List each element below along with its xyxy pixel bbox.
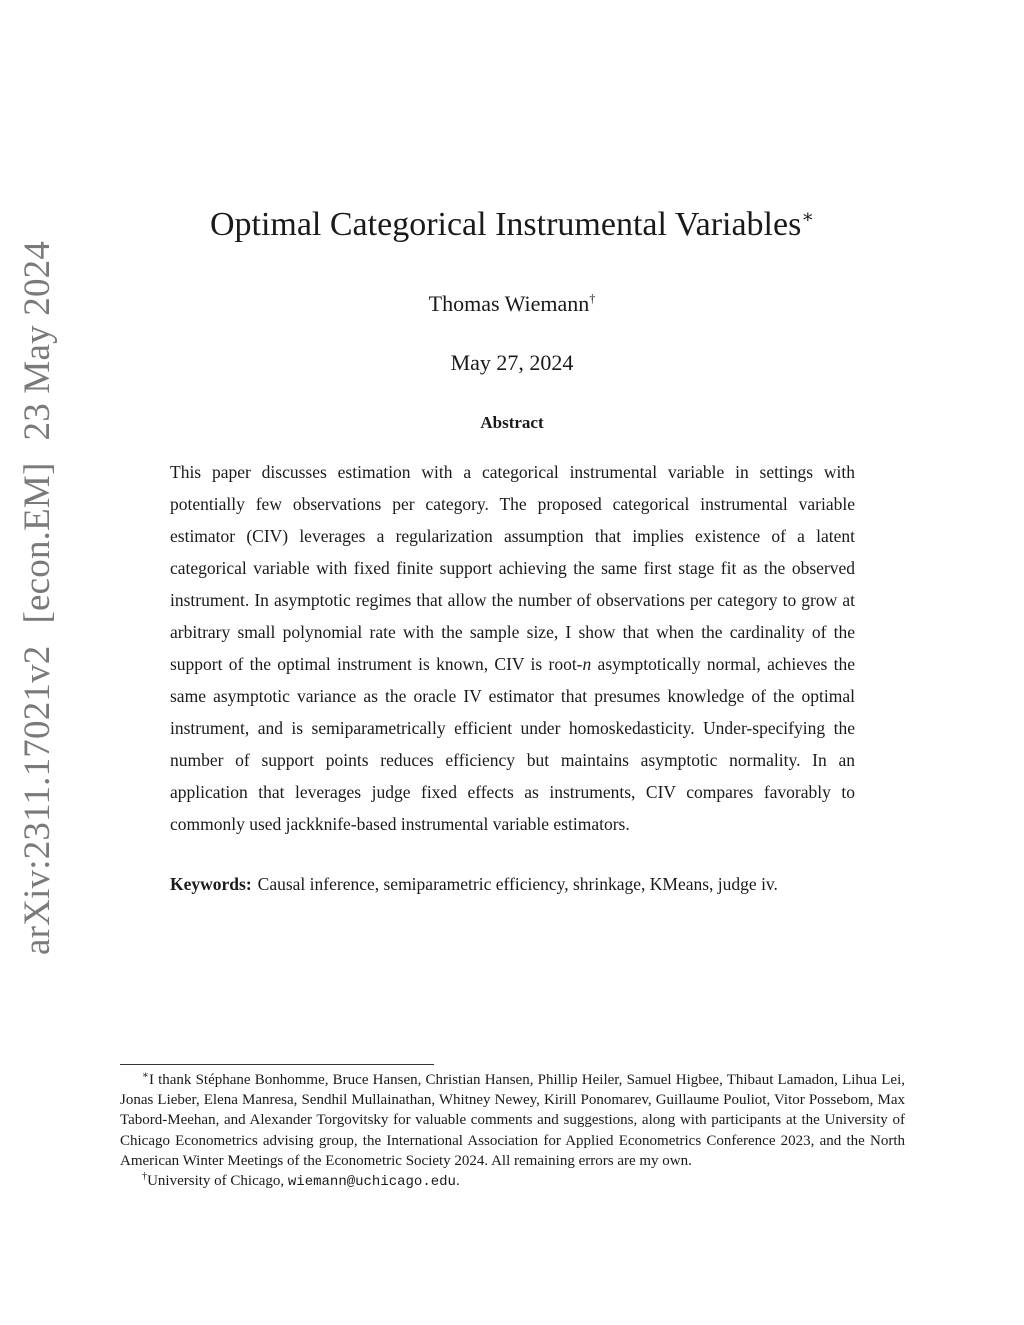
- footnote-affiliation: [120, 1171, 905, 1192]
- keywords-label: Keywords:: [170, 874, 252, 894]
- title-footnote-mark: ∗: [801, 206, 815, 228]
- footnote-affiliation-text: University of Chicago,: [147, 1173, 288, 1190]
- arxiv-id: arXiv:2311.17021v2: [17, 645, 58, 955]
- abstract-italic-n: n: [582, 654, 592, 674]
- arxiv-category: [econ.EM]: [17, 462, 58, 624]
- footnote-divider: [120, 1064, 434, 1065]
- paper-title-text: Optimal Categorical Instrumental Variables: [209, 206, 802, 243]
- arxiv-sidebar-stamp: [16, 241, 59, 955]
- author-footnote-mark: †: [589, 291, 596, 306]
- paper-date: May 27, 2024: [450, 350, 574, 375]
- footnote-thanks: [120, 1070, 905, 1171]
- author-line: [0, 291, 1024, 317]
- author-email-link[interactable]: wiemann@uchicago.edu: [287, 1174, 456, 1191]
- author-name: Thomas Wiemann: [428, 291, 590, 316]
- footnote-affiliation-mark: †: [142, 1171, 148, 1183]
- abstract-body: [170, 456, 855, 840]
- abstract-heading: Abstract: [480, 413, 544, 432]
- abstract-text-part2: asymptotically normal, achieves the same asymptotic variance as the oracle IV estimator that presumes knowledge of the optimal instrument, and is semiparametrically efficient under homoskedasticity. Under-specifying the number of support points reduces efficiency but maintains asymptotic normality. In an application that leverages judge fixed effects as instruments, CIV compares favorably to commonly used jackknife-based instrumental variable estimators.: [170, 654, 855, 834]
- footnote-affiliation-end: .: [455, 1173, 460, 1190]
- keywords-list: Causal inference, semiparametric efficiency, shrinkage, KMeans, judge iv.: [257, 874, 778, 894]
- footnote-thanks-text: I thank Stéphane Bonhomme, Bruce Hansen, Christian Hansen, Phillip Heiler, Samuel Higbee, Thibaut Lamadon, Lihua Lei, Jonas Lieber, Elena Manresa, Sendhil Mullainathan, Whitney Newey, Kirill Ponomarev, Guillaume Pouliot, Vitor Possebom, Max Tabord-Meehan, and Alexander Torgovitsky for valuable comments and suggestions, along with participants at the University of Chicago Econometrics advising group, the International Association for Applied Econometrics Conference 2023, and the North American Winter Meetings of the Econometric Society 2024. All remaining errors are my own.: [120, 1072, 905, 1169]
- abstract-text-part1: This paper discusses estimation with a categorical instrumental variable in settings with potentially few observations per category. The proposed categorical instrumental variable estimator (CIV) leverages a regularization assumption that implies existence of a latent categorical variable with fixed finite support achieving the same first stage fit as the observed instrument. In asymptotic regimes that allow the number of observations per category to grow at arbitrary small polynomial rate with the sample size, I show that when the cardinality of the support of the optimal instrument is known, CIV is root-: [170, 462, 855, 674]
- footnotes: [120, 1070, 905, 1192]
- paper-title: [0, 206, 1024, 244]
- keywords-line: [170, 870, 870, 898]
- footnote-thanks-mark: ∗: [142, 1070, 149, 1081]
- arxiv-date: 23 May 2024: [17, 240, 58, 441]
